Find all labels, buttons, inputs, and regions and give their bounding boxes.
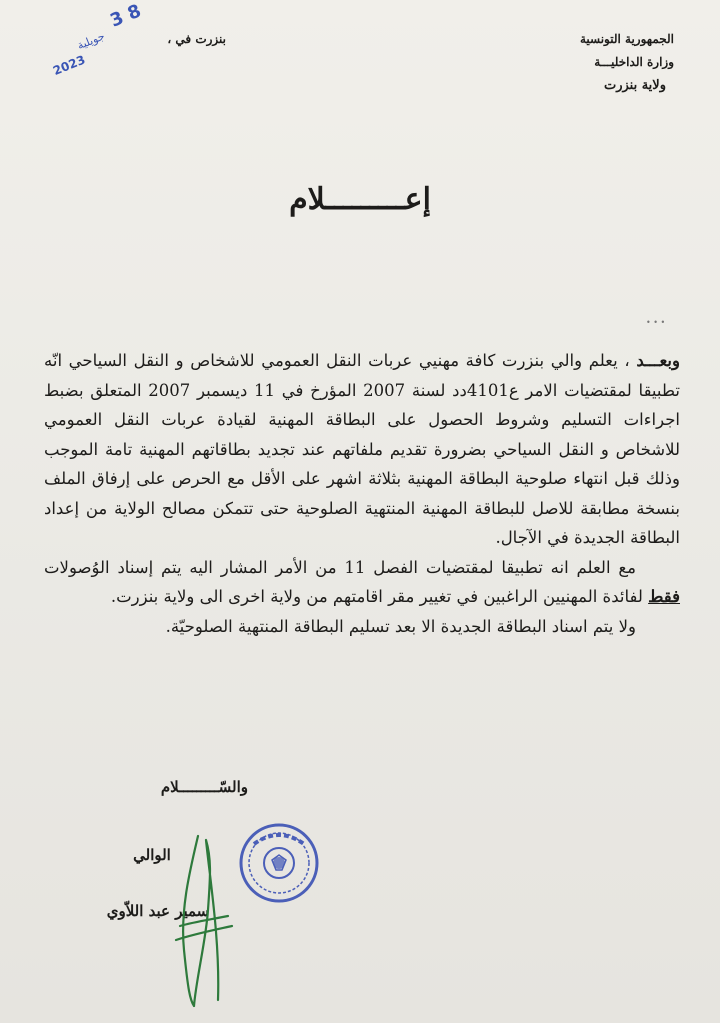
date-stamp-month: جويلية (75, 29, 107, 53)
letterhead-governorate: ولاية بنزرت (603, 78, 666, 93)
paragraph-2-emphasis: فقط (648, 587, 680, 606)
paragraph-2-text-b: لفائدة المهنيين الراغبين في تغيير مقر اقامتهم من ولاية اخرى الى ولاية بنزرت. (110, 587, 649, 606)
paragraph-1-text: ، يعلم والي بنزرت كافة مهنيي عربات النقل العمومي للاشخاص و النقل السياحي انّه تطبيقا لمقتضيات الامر ع4101دد لسنة 2007 المؤرخ في 11 ديسمبر 2007 المتعلق بضبط اجراءات التسليم وشروط الحصول على البطاقة المهنية لقيادة عربات النقل العمومي للاشخاص و النقل السياحي بضرورة تقديم ملفاتهم عند تجديد بطاقاتهم المهنية تامة الموجب وذلك قبل انتهاء صلوحية البطاقة المهنية بثلاثة اشهر على الأقل مع الحرص على إرفاق الملف بنسخة مطابقة للاصل للبطاقة المهنية المنتهية الصلوحية حتى تتمكن مصالح الولاية من إعداد البطاقة الجديدة في الآجال. (44, 351, 681, 547)
paragraph-2 (44, 553, 680, 612)
letterhead-ministry: وزارة الداخليـــة (594, 55, 674, 69)
paragraph-1 (44, 346, 680, 553)
closing-greeting: والسّـــــــــلام (160, 778, 248, 796)
paragraph-3: ولا يتم اسناد البطاقة الجديدة الا بعد تسليم البطاقة المنتهية الصلوحيّة. (165, 616, 636, 636)
document-body (44, 346, 680, 641)
paragraph-2-text-a: مع العلم انه تطبيقا لمقتضيات الفصل 11 من الأمر المشار اليه يتم إسناد الوُصولات (44, 557, 636, 577)
date-stamp-year: 2023 (50, 52, 88, 79)
signatory-name: سمير عبد اللاّوي (106, 902, 210, 920)
letterhead-republic: الجمهورية التونسية (579, 32, 674, 46)
signatory-title: الوالي (133, 846, 171, 864)
handwritten-signature (150, 830, 240, 1010)
date-stamp-day: 3 8 (107, 0, 145, 32)
date-stamp (36, 0, 159, 80)
document-title: إعـــــــــلام (289, 182, 431, 217)
letterhead (454, 28, 674, 97)
official-seal (238, 822, 320, 904)
place-date-line: بنزرت في ، (167, 32, 226, 46)
scan-mark: • • • (646, 318, 666, 327)
opening-word: وبعـــد (636, 351, 680, 370)
